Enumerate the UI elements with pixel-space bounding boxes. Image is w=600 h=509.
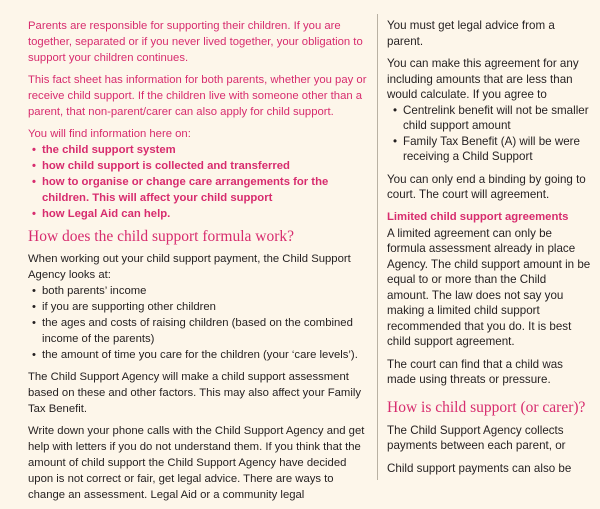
- column-divider: [377, 14, 378, 480]
- left-column: [28, 18, 368, 509]
- legal-advice-paragraph: You must get legal advice from a parent.: [387, 19, 555, 48]
- topic-item: • how to organise or change care arrangements for the children. This will affect your child support: [28, 174, 368, 206]
- formula-factors-list: [28, 283, 368, 363]
- right-column: [387, 18, 591, 483]
- limited-agreements-subheading: Limited child support agreements: [387, 210, 569, 223]
- intro-paragraph-1: Parents are responsible for supporting their children. If you are together, separated or if you never lived together, your obligation to support your children continues.: [28, 20, 363, 64]
- intro-paragraph-2: This fact sheet has information for both parents, whether you pay or receive child support. If the children live with someone other than a parent, that non-parent/carer can also apply for child support.: [28, 74, 367, 118]
- formula-section-heading: How does the child support formula work?: [28, 228, 295, 245]
- binding-end-paragraph: You can only end a binding by going to court. The court will agreement.: [387, 172, 586, 201]
- factor-item: • both parents’ income: [28, 283, 368, 299]
- formula-intro-paragraph: When working out your child support payment, the Child Support Agency looks at:: [28, 253, 351, 281]
- limited-agreement-paragraph: A limited agreement can only be formula assessment already in place Agency. The child support amount in be equal to or more than the Child amount. The law does not say you making a limited child support recommended that you do. It is best child support agreement.: [387, 226, 591, 348]
- condition-item: • Centrelink benefit will not be smaller child support amount: [387, 103, 591, 134]
- assessment-paragraph: The Child Support Agency will make a child support assessment based on these and other factors. This may also affect your Family Tax Benefit.: [28, 371, 362, 415]
- collection-paragraph-2: Child support payments can also be: [387, 461, 572, 475]
- factor-item: • if you are supporting other children: [28, 299, 368, 315]
- factor-item: • the ages and costs of raising children (based on the combined income of the parents): [28, 315, 368, 347]
- condition-item: • Family Tax Benefit (A) will be were receiving a Child Support: [387, 134, 591, 165]
- agreement-conditions-list: [387, 103, 591, 165]
- topics-list: [28, 142, 368, 222]
- topic-item: • how Legal Aid can help.: [28, 206, 368, 222]
- advice-paragraph: Write down your phone calls with the Child Support Agency and get help with letters if you do not understand them. If you think that the amount of child support the Child Support Agency have decided upon is not correct or fair, get legal advice. There are ways to change an assessment. Legal Aid or a community legal: [28, 425, 365, 501]
- topic-item: • how child support is collected and transferred: [28, 158, 368, 174]
- topic-item: • the child support system: [28, 142, 368, 158]
- agreement-paragraph: You can make this agreement for any including amounts that are less than would calculate. If you agree to: [387, 57, 579, 101]
- intro-paragraph-3: You will find information here on:: [28, 128, 191, 140]
- court-paragraph: The court can find that a child was made using threats or pressure.: [387, 357, 563, 386]
- collection-paragraph: The Child Support Agency collects payments between each parent, or: [387, 423, 566, 452]
- factor-item: • the amount of time you care for the children (your ‘care levels’).: [28, 347, 368, 363]
- collection-section-heading: How is child support (or carer)?: [387, 398, 586, 416]
